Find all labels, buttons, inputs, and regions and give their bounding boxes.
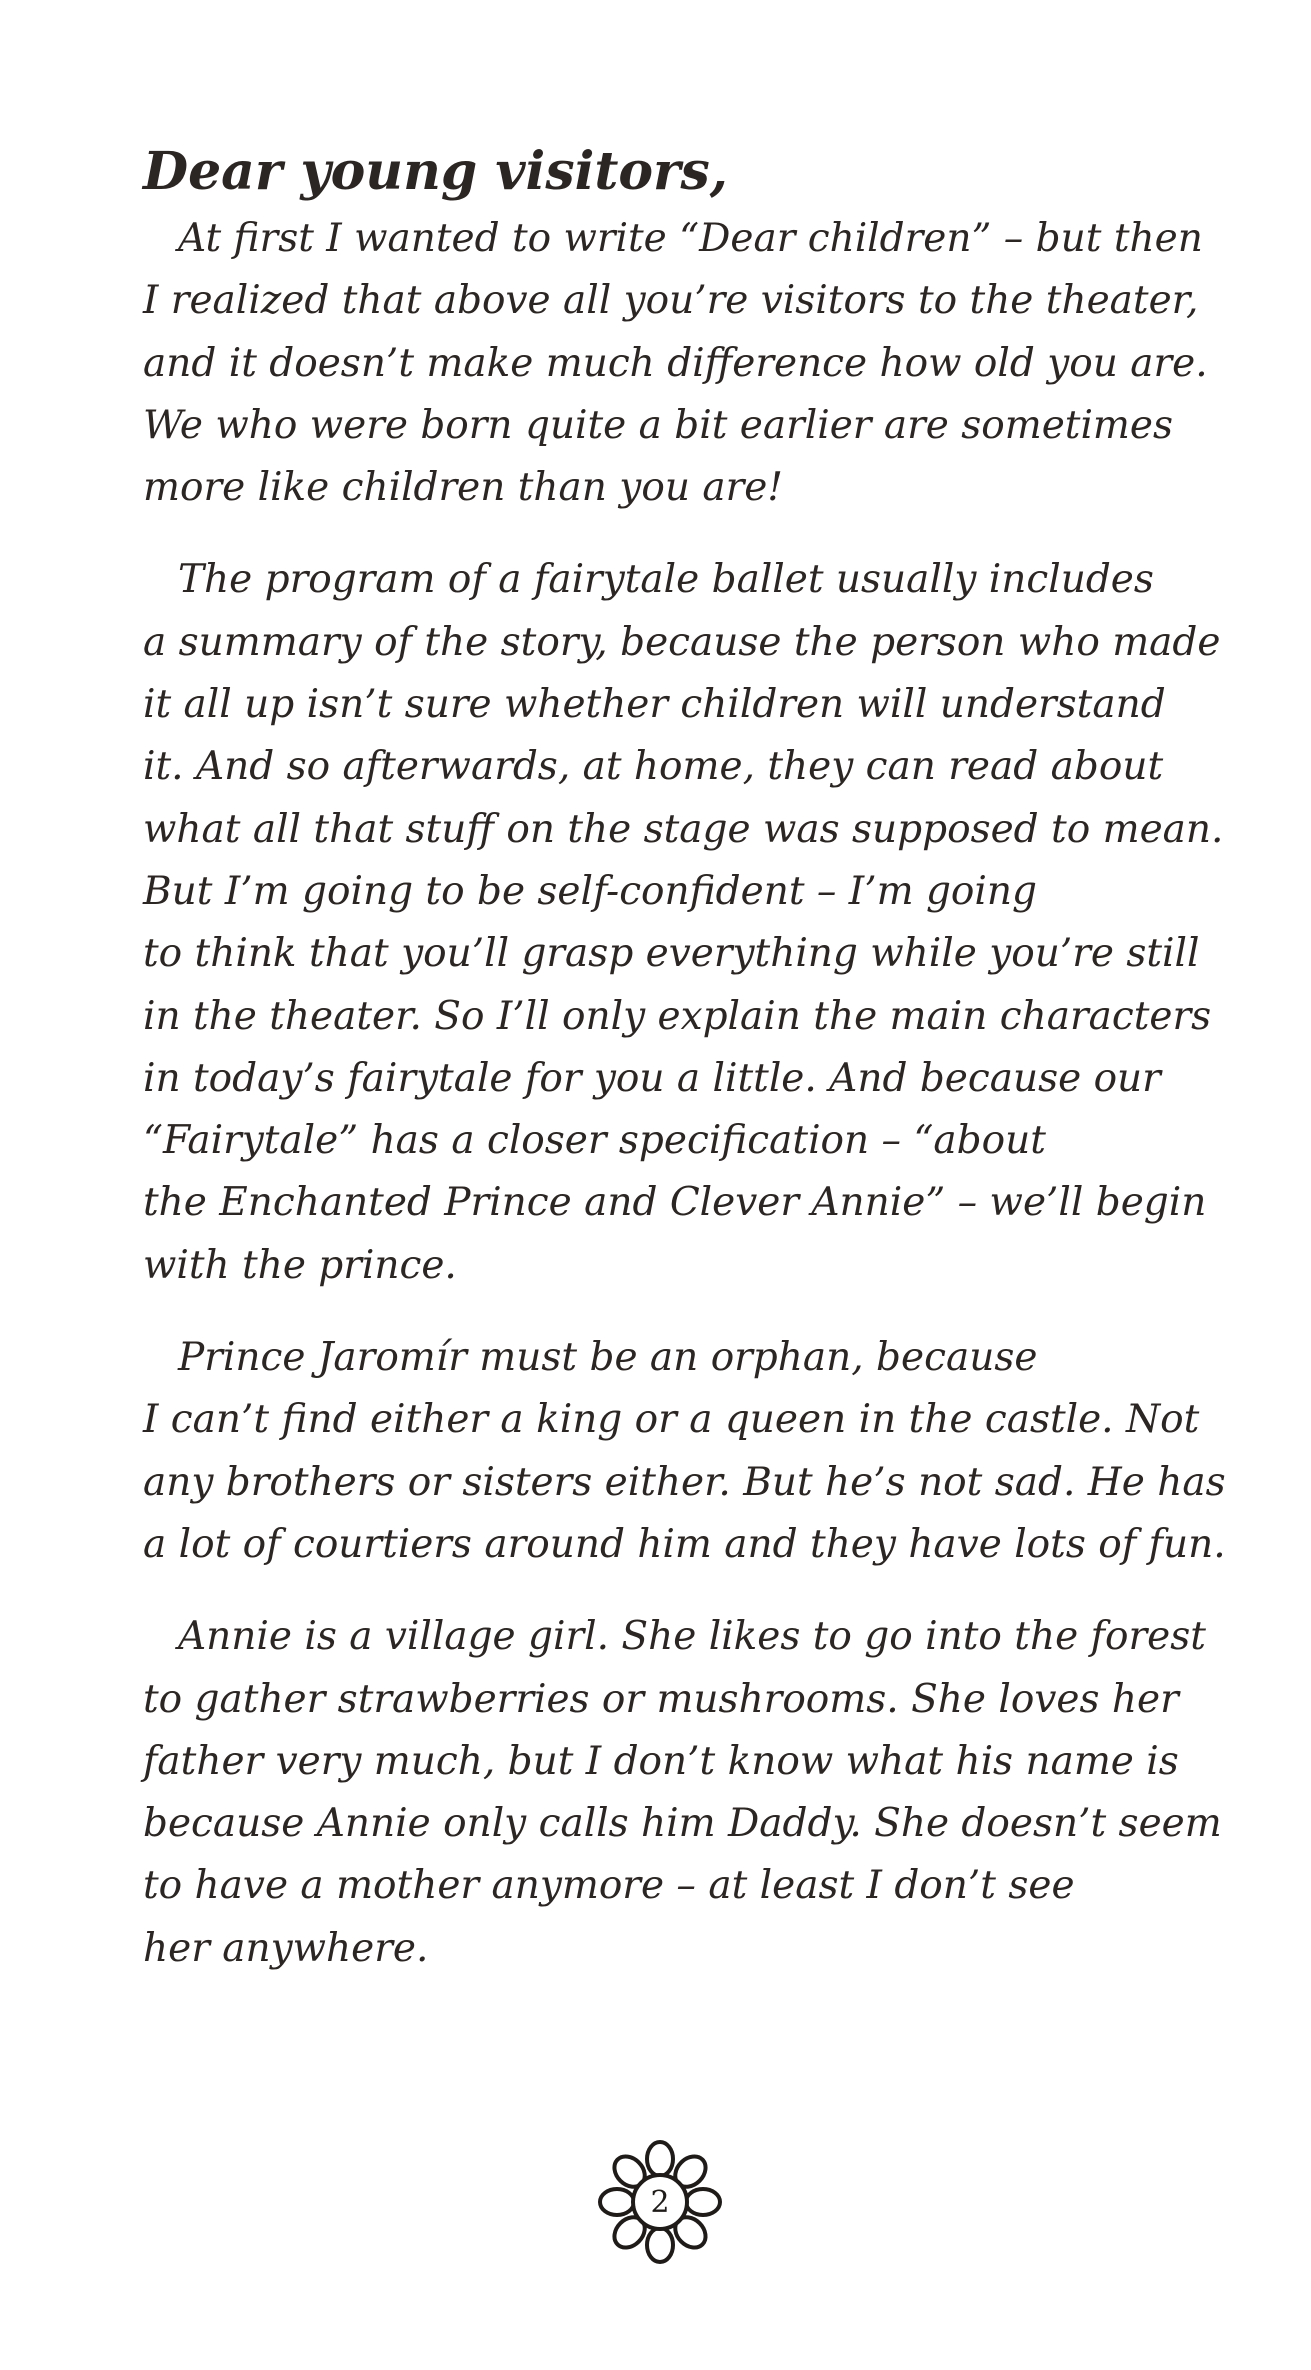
document-body bbox=[143, 140, 1226, 2010]
paragraph-annie bbox=[143, 1606, 1222, 1980]
text-line: At first I wanted to write “Dear children” – but then bbox=[178, 216, 1203, 261]
text-line: in the theater. So I’ll only explain the main characters bbox=[143, 993, 1212, 1039]
text-line: it all up isn’t sure whether children will understand bbox=[143, 682, 1166, 728]
text-line: Prince Jaromír must be an orphan, because bbox=[178, 1335, 1038, 1381]
text-line: to think that you’ll grasp everything while you’re still bbox=[143, 931, 1200, 977]
text-line: more like children than you are! bbox=[143, 465, 783, 511]
text-line: The program of a fairytale ballet usually includes bbox=[178, 557, 1154, 603]
paragraph-intro bbox=[143, 208, 1208, 519]
text-line: We who were born quite a bit earlier are sometimes bbox=[143, 402, 1173, 448]
text-line: Annie is a village girl. She likes to go into the forest bbox=[178, 1614, 1206, 1660]
page-number-badge bbox=[595, 2137, 725, 2267]
text-line: what all that stuff on the stage was supposed to mean. bbox=[143, 806, 1224, 852]
text-line: to gather strawberries or mushrooms. She loves her bbox=[143, 1676, 1179, 1722]
paragraph-program bbox=[143, 549, 1224, 1297]
text-line: her anywhere. bbox=[143, 1925, 429, 1971]
text-line: But I’m going to be self-confident – I’m going bbox=[143, 868, 1037, 914]
page-number: 2 bbox=[650, 2184, 670, 2220]
text-line: “Fairytale” has a closer specification – “about bbox=[143, 1118, 1046, 1164]
text-line: I can’t find either a king or a queen in the castle. Not bbox=[143, 1397, 1200, 1443]
text-line: in today’s fairytale for you a little. And because our bbox=[143, 1055, 1161, 1101]
text-line: because Annie only calls him Daddy. She doesn’t seem bbox=[143, 1801, 1222, 1847]
text-line: a lot of courtiers around him and they have lots of fun. bbox=[143, 1521, 1226, 1567]
text-line: any brothers or sisters either. But he’s not sad. He has bbox=[143, 1459, 1226, 1505]
text-line: a summary of the story, because the person who made bbox=[143, 619, 1221, 665]
text-line: and it doesn’t make much difference how old you are. bbox=[143, 340, 1208, 386]
text-line: father very much, but I don’t know what his name is bbox=[143, 1738, 1179, 1784]
greeting-heading: Dear young visitors, bbox=[143, 141, 728, 202]
text-line: the Enchanted Prince and Clever Annie” – we’ll begin bbox=[143, 1180, 1207, 1226]
text-line: it. And so afterwards, at home, they can read about bbox=[143, 744, 1164, 790]
text-line: I realized that above all you’re visitors to the theater, bbox=[143, 278, 1199, 324]
text-line: with the prince. bbox=[143, 1242, 457, 1288]
paragraph-prince bbox=[143, 1327, 1226, 1576]
text-line: to have a mother anymore – at least I don’t see bbox=[143, 1863, 1075, 1909]
